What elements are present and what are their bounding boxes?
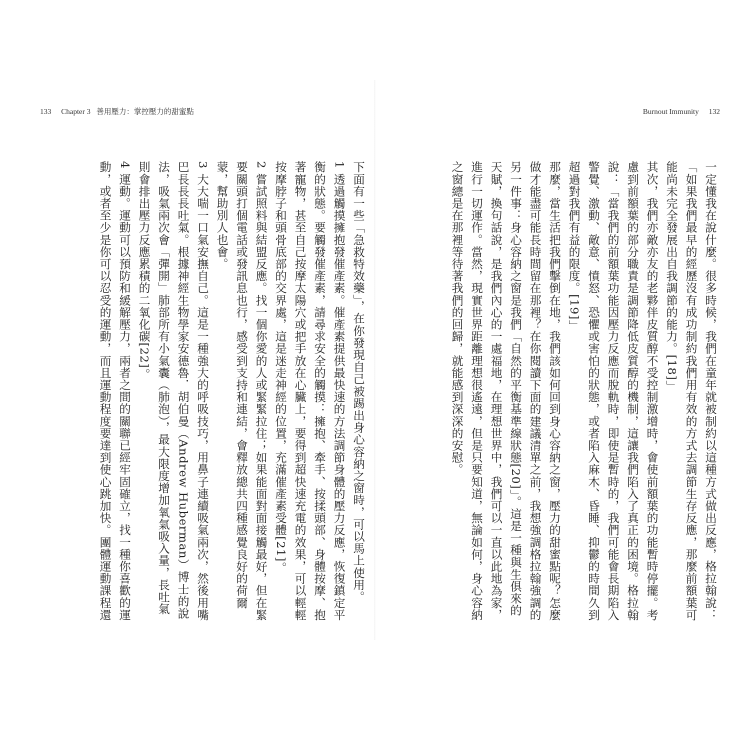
chapter-title: 善用壓力：掌控壓力的甜蜜點	[96, 107, 194, 116]
left-page	[40, 105, 368, 625]
right-page-header	[398, 105, 720, 119]
paragraph: 1 透過觸摸擁抱發催產素。催產素提供最快速的方法調節身體的壓力反應，恢復鎮定平衡的狀態。要觸發催產素，請尋求安全的觸摸：擁抱、牽手、按揉頭部、身體按摩、抱著寵物，甚至自己按摩太陽穴或把手放在心臟上，要得到超快速充電的效果，可以輕輕按摩脖子和頭骨底部的交界處，這是迷走神經的位置，充滿催產素受體[21]。	[274, 161, 347, 621]
paragraph: 2 嘗試照料與結盟反應。找一個你愛的人或緊緊拉住；如果能面對面接觸最好，但在緊要關頭打個電話或發訊息也行，感受到支持和連結，會釋放總共四種感覺良好的荷爾蒙，幫助別人也會。	[215, 161, 269, 621]
book-title: Burnout Immunity	[642, 107, 699, 116]
right-page-number: 132	[708, 107, 720, 116]
paragraph: 4 運動。運動可以預防和緩解壓力，兩者之間的關聯已經牢固確立，找一種你喜歡的運動，或者至少是你可以忍受的運動，而且運動程度要達到使心跳加快。團體運動課程還	[98, 161, 132, 621]
paragraph: 下面有一些「急救特效藥」，在你發現自己被踢出身心容納之窗時，可以馬上使用。	[352, 161, 366, 603]
right-page-body	[398, 161, 720, 625]
right-page	[398, 105, 720, 625]
paragraph: 那麼，當生活把我們擊倒在地，我們該如何回到身心容納之窗，壓力的甜蜜點呢？怎麼做才能盡可能長時間留在那裡？在你閱讀下面的建議清單之前，我想強調格拉翰強調的另一件事：身心容納之窗是我們「自然的平衡基準線狀態[20]」。這是一種與生俱來的天賦，換句話說，是我們內心的一處福地，在理想世界中，我們可以一直以此地為家，進行一切運作。當然，現實世界距離理想很遙遠，但是只要知道，無論如何，身心容納之窗總是在那裡等待著我們的回歸，就能感到深深的安慰。	[450, 161, 562, 621]
gutter-shadow	[374, 80, 376, 640]
left-page-body	[40, 161, 368, 625]
left-page-number: 133	[40, 107, 52, 116]
chapter-label: Chapter 3	[61, 107, 91, 116]
paragraph: 其次，我們亦敵亦友的老夥伴皮質醇不受控制激增時，會使前額葉的功能暫時停擺。考慮到前額葉的部分職責是調節降低皮質醇的機制，這讓我們陷入了真正的困境。格拉翰說：「當我們的前額葉功能因壓力反應而脫軌時，即使是暫時的，我們可能會長期陷入警覺、激動、敵意、憤怒、恐懼或害怕的狀態，或者陷入麻木、昏睡、抑鬱的時間久到超過對我們有益的限度。[19]」	[567, 161, 660, 621]
paragraph: 3 大大喘一口氣安撫自己。這是一種強大的呼吸技巧，用鼻子連續吸氣兩次，然後用嘴巴長長長吐氣。根據神經生物學家安德魯．胡伯曼（Andrew Huberman）博士的說法，吸氣兩次會「彈開」肺部所有小氣囊（肺泡），最大限度增加氧氣吸入量，長吐氣則會排出壓力反應累積的二氧化碳[22]。	[137, 161, 210, 621]
left-page-header	[40, 105, 368, 119]
paragraph: 一定懂我在說什麼。很多時候，我們在童年就被制約以這種方式做出反應，格拉翰說：「如果我們最早的經歷沒有成功制約我們用有效的方式去調節生存反應，那麼前額葉可能尚未完全發展出自我調節的能力。[18]」	[665, 161, 718, 621]
